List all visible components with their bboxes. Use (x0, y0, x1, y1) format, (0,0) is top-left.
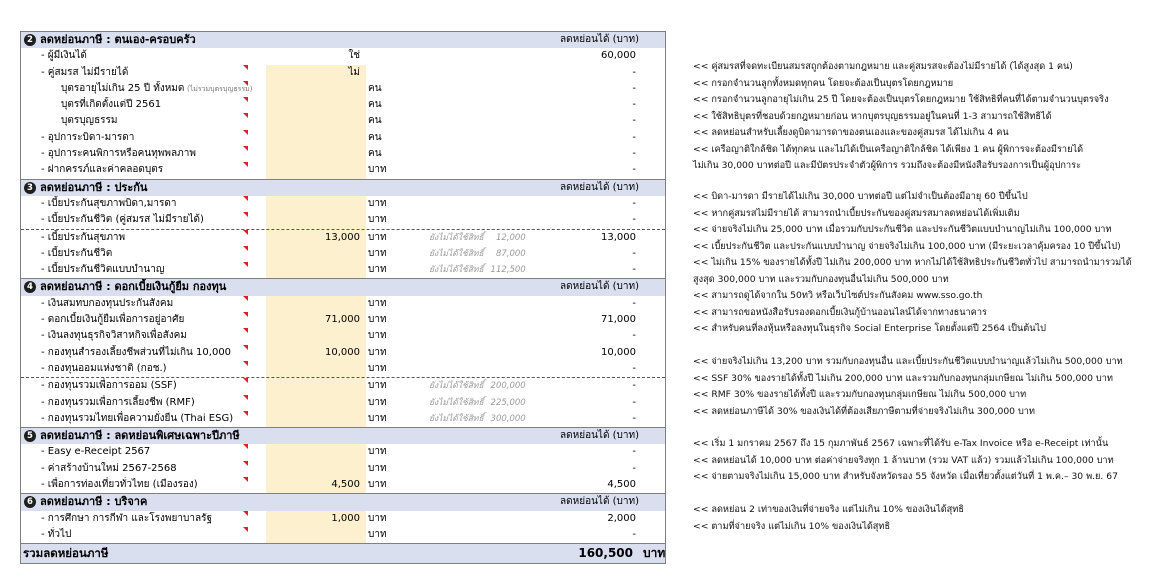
table-row (21, 361, 665, 377)
deduction-amount: 60,000 (601, 50, 636, 62)
table-row (21, 312, 665, 328)
unused-right-amount: 300,000 (490, 413, 526, 424)
note-line: << จ่ายตามจริงไม่เกิน 15,000 บาท สำหรับจังหวัดรอง 55 จังหวัด เมื่อเที่ยวตั้งแต่วันที่ 1 พ.ค.– 30 พ.ย. 67 (693, 471, 1118, 482)
unit-label: บาท (368, 362, 387, 374)
unit-label: คน (368, 82, 382, 94)
deduction-amount: 10,000 (601, 346, 636, 358)
section-number-badge: 4 (24, 281, 36, 293)
total-row (21, 543, 665, 563)
table-row (21, 345, 665, 361)
input-cell[interactable] (266, 113, 366, 129)
comment-marker-icon[interactable] (243, 461, 248, 466)
table-row (21, 246, 665, 262)
total-value: 160,500 (578, 546, 633, 561)
unit-label: บาท (368, 247, 387, 259)
table-row (21, 377, 665, 394)
row-label: บุตรที่เกิดตั้งแต่ปี 2561 (61, 99, 162, 111)
table-row (21, 511, 665, 527)
row-label: - อุปการะบิดา-มารดา (41, 131, 135, 143)
note-line: << กรอกจำนวนลูกอายุไม่เกิน 25 ปี โดยจะต้องเป็นบุตรโดยกฎหมาย ใช้สิทธิที่คนที่ได้ตามจำนวนบุตรจริง (693, 94, 1109, 105)
table-row (21, 97, 665, 113)
comment-marker-icon[interactable] (243, 395, 248, 400)
unit-label: คน (368, 131, 382, 143)
section-header (21, 179, 665, 196)
input-cell[interactable] (266, 361, 366, 377)
deduction-amount: 71,000 (601, 314, 636, 326)
table-row (21, 411, 665, 427)
deduct-column-header: ลดหย่อนได้ (บาท) (560, 496, 639, 508)
deduction-amount: - (632, 297, 636, 309)
comment-marker-icon[interactable] (243, 527, 248, 532)
unused-right-amount: 87,000 (495, 248, 526, 259)
section-number-badge: 6 (24, 496, 36, 508)
table-row (21, 229, 665, 246)
row-label: - คู่สมรส ไม่มีรายได้ (41, 66, 129, 78)
note-line: << เครือญาติใกล้ชิด ได้ทุกคน และไม่ได้เป็นเครือญาติใกล้ชิด ได้เพียง 1 คน ผู้พิการจะต้องมีรายได้ (693, 143, 1084, 155)
note-line: << สำหรับคนที่ลงหุ้นหรือลงทุนในธุรกิจ Social Enterprise โดยตั้งแต่ปี 2564 เป็นต้นไป (693, 323, 1046, 334)
deduct-column-header: ลดหย่อนได้ (บาท) (560, 430, 639, 442)
note-line: << เบี้ยประกันชีวิต และประกันแบบบำนาญ จ่ายจริงไม่เกิน 100,000 บาท (มีระยะเวลาคุ้มครอง 10 ปีขึ้นไป) (693, 240, 1121, 252)
deduction-amount: - (632, 164, 636, 176)
comment-marker-icon[interactable] (243, 212, 248, 217)
row-label: - เงินสมทบกองทุนประกันสังคม (41, 297, 174, 309)
unused-right-amount: 12,000 (495, 232, 526, 243)
unit-label: คน (368, 148, 382, 160)
table-row (21, 212, 665, 228)
unit-label: บาท (368, 380, 387, 392)
row-label: - กองทุนออมแห่งชาติ (กอช.) (41, 362, 167, 374)
input-value[interactable]: 1,000 (331, 512, 360, 524)
deduct-column-header: ลดหย่อนได้ (บาท) (560, 281, 639, 293)
deduction-amount: - (632, 380, 636, 392)
note-line: สูงสุด 300,000 บาท และรวมกับกองทุนอื่นไม่เกิน 500,000 บาท (693, 273, 949, 285)
note-line: << ใช้สิทธิบุตรที่ชอบด้วยกฎหมายก่อน หากบุตรบุญธรรมอยู่ในคนที่ 1-3 สามารถใช้สิทธิได้ (693, 110, 1052, 122)
note-line: << จ่ายจริงไม่เกิน 13,200 บาท รวมกับกองทุนอื่น และเบี้ยประกันชีวิตแบบบำนาญแล้วไม่เกิน 500,000 บาท (693, 356, 1123, 367)
comment-marker-icon[interactable] (243, 162, 248, 167)
comment-marker-icon[interactable] (243, 246, 248, 251)
row-label: - เบี้ยประกันชีวิต (คู่สมรส ไม่มีรายได้) (41, 214, 204, 226)
input-cell[interactable] (266, 146, 366, 162)
deduct-column-header: ลดหย่อนได้ (บาท) (560, 181, 639, 193)
table-row (21, 296, 665, 312)
comment-marker-icon[interactable] (243, 361, 248, 366)
unit-label: บาท (368, 396, 387, 408)
deduct-column-header: ลดหย่อนได้ (บาท) (560, 34, 639, 45)
unit-label: บาท (368, 314, 387, 326)
section-header (21, 427, 665, 444)
deduction-amount: 2,000 (607, 512, 636, 524)
row-label: - กองทุนรวมเพื่อการออม (SSF) (41, 380, 177, 392)
input-cell[interactable] (266, 81, 366, 97)
unused-right-text: ยังไม่ได้ใช้สิทธิ์ (429, 381, 484, 392)
section-title: ลดหย่อนภาษี : ลดหย่อนพิเศษเฉพาะปีภาษี (40, 429, 240, 443)
input-cell[interactable] (266, 527, 366, 543)
unit-label: บาท (368, 197, 387, 209)
unused-right-amount: 200,000 (490, 381, 526, 392)
row-label: - เพื่อการท่องเที่ยวทั่วไทย (เมืองรอง) (41, 479, 198, 491)
comment-marker-icon[interactable] (243, 296, 248, 301)
input-value[interactable]: 71,000 (325, 314, 360, 326)
unused-right-note (429, 230, 526, 246)
row-label: บุตรอายุไม่เกิน 25 ปี ทั้งหมด (61, 82, 185, 94)
row-sublabel: (ไม่รวมบุตรบุญธรรม) (187, 84, 253, 93)
row-label: - กองทุนสำรองเลี้ยงชีพส่วนที่ไม่เกิน 10,000 (41, 346, 232, 358)
note-line: << คู่สมรสที่จดทะเบียนสมรสถูกต้องตามกฎหมาย และคู่สมรสจะต้องไม่มีรายได้ (ได้สูงสุด 1 คน) (693, 61, 1073, 72)
deduction-amount: - (632, 247, 636, 259)
section-title: ลดหย่อนภาษี : บริจาค (40, 495, 148, 509)
unit-label: บาท (368, 479, 387, 491)
note-line: << ลดหย่อน 2 เท่าของเงินที่จ่ายจริง แต่ไม่เกิน 10% ของเงินได้สุทธิ (693, 504, 964, 515)
note-line: << ตามที่จ่ายจริง แต่ไม่เกิน 10% ของเงินได้สุทธิ (693, 520, 891, 532)
note-line: << จ่ายจริงไม่เกิน 25,000 บาท เมื่อรวมกับประกันชีวิต และประกันชีวิตแบบบำนาญไม่เกิน 100,000 บาท (693, 224, 1112, 235)
table-row (21, 48, 665, 64)
comment-marker-icon[interactable] (243, 378, 248, 383)
deduction-amount: - (632, 412, 636, 424)
deduction-amount: - (632, 396, 636, 408)
note-line: << สามารถดูได้จากใน 50ทวิ หรือเว็บไซต์ประกันสังคม www.sso.go.th (693, 290, 983, 301)
row-label: - การศึกษา การกีฬา และโรงพยาบาลรัฐ (41, 512, 212, 524)
row-label: - กองทุนรวมเพื่อการเลี้ยงชีพ (RMF) (41, 396, 195, 408)
row-label: - เบี้ยประกันชีวิต (41, 247, 113, 259)
comment-marker-icon[interactable] (243, 97, 248, 102)
table-row (21, 461, 665, 477)
unit-label: บาท (368, 231, 387, 243)
input-cell[interactable] (266, 461, 366, 477)
comment-marker-icon[interactable] (243, 65, 248, 70)
section-title: ลดหย่อนภาษี : ประกัน (40, 180, 148, 194)
deduction-amount: - (632, 131, 636, 143)
note-line: << ลดหย่อนได้ 10,000 บาท ต่อค่าจ่ายจริงทุก 1 ล้านบาท (รวม VAT แล้ว) รวมแล้วไม่เกิน 100,000 บาท (693, 454, 1114, 466)
comment-marker-icon[interactable] (243, 113, 248, 118)
section-number-badge: 3 (24, 182, 36, 194)
table-row (21, 395, 665, 411)
table-row (21, 444, 665, 460)
input-value[interactable]: 4,500 (331, 479, 360, 491)
note-line: << ลดหย่อนภาษีได้ 30% ของเงินได้ที่ต้องเสียภาษีตามที่จ่ายจริงไม่เกิน 300,000 บาท (693, 405, 1035, 417)
comment-marker-icon[interactable] (243, 312, 248, 317)
table-row (21, 477, 665, 493)
tax-deduction-sheet (20, 31, 666, 564)
unit-label: คน (368, 99, 382, 111)
note-line: << SSF 30% ของรายได้ทั้งปี ไม่เกิน 200,000 บาท และรวมกับกองทุนกลุ่มเกษียณ ไม่เกิน 500,000 บาท (693, 372, 1113, 384)
note-line: << หากคู่สมรสไม่มีรายได้ สามารถนำเบี้ยประกันของคู่สมรสมาลดหย่อนได้เพิ่มเติม (693, 207, 1020, 219)
input-cell[interactable] (266, 212, 366, 228)
comment-marker-icon[interactable] (243, 130, 248, 135)
table-row (21, 65, 665, 81)
input-cell[interactable] (266, 162, 366, 178)
note-line: << กรอกจำนวนลูกทั้งหมดทุกคน โดยจะต้องเป็นบุตรโดยกฎหมาย (693, 77, 954, 89)
comment-marker-icon[interactable] (243, 511, 248, 516)
row-label: - เงินลงทุนธุรกิจวิสาหกิจเพื่อสังคม (41, 330, 187, 342)
note-line: << สามารถขอหนังสือรับรองดอกเบี้ยเงินกู้บ้านออนไลน์ได้จากทางธนาคาร (693, 306, 987, 318)
deduction-amount: - (632, 446, 636, 458)
table-row (21, 328, 665, 344)
comment-marker-icon[interactable] (243, 196, 248, 201)
deduction-amount: - (632, 115, 636, 127)
row-label: - ผู้มีเงินได้ (41, 50, 87, 62)
comment-marker-icon[interactable] (243, 230, 248, 235)
input-cell[interactable] (266, 444, 366, 460)
unused-right-text: ยังไม่ได้ใช้สิทธิ์ (429, 413, 484, 424)
deduction-amount: - (632, 528, 636, 540)
unused-right-amount: 225,000 (490, 397, 526, 408)
deduction-amount: - (632, 197, 636, 209)
row-label: บุตรบุญธรรม (61, 115, 118, 127)
note-line: << บิดา-มารดา มีรายได้ไม่เกิน 30,000 บาทต่อปี แต่ไม่จำเป็นต้องมีอายุ 60 ปีขึ้นไป (693, 191, 1028, 202)
unused-right-text: ยังไม่ได้ใช้สิทธิ์ (429, 397, 484, 408)
section-header (21, 278, 665, 295)
deduction-amount: - (632, 264, 636, 276)
unit-label: บาท (368, 330, 387, 342)
input-value[interactable]: ใช่ (348, 50, 360, 62)
unit-label: บาท (368, 512, 387, 524)
table-row (21, 146, 665, 162)
input-cell[interactable] (266, 130, 366, 146)
input-cell[interactable] (266, 97, 366, 113)
input-cell[interactable] (266, 411, 366, 427)
deduction-amount: - (632, 66, 636, 78)
table-row (21, 262, 665, 278)
comment-marker-icon[interactable] (243, 328, 248, 333)
unit-label: บาท (368, 346, 387, 358)
unit-label: บาท (368, 462, 387, 474)
table-row (21, 130, 665, 146)
input-cell[interactable] (266, 395, 366, 411)
unused-right-note (429, 395, 526, 411)
comment-marker-icon[interactable] (243, 345, 248, 350)
row-label: - ฝากครรภ์และค่าคลอดบุตร (41, 164, 164, 176)
comment-marker-icon[interactable] (243, 477, 248, 482)
row-label: - ทั่วไป (41, 528, 72, 540)
unused-right-note (429, 378, 526, 394)
section-title: ลดหย่อนภาษี : ตนเอง-ครอบครัว (40, 33, 196, 46)
section-title: ลดหย่อนภาษี : ดอกเบี้ยเงินกู้ยืม กองทุน (40, 280, 227, 294)
deduction-amount: - (632, 214, 636, 226)
unit-label: บาท (368, 412, 387, 424)
note-line: << ลดหย่อนสำหรับเลี้ยงดูบิดามารดาของตนเองและของคู่สมรส ได้ไม่เกิน 4 คน (693, 127, 1009, 138)
input-value[interactable]: 13,000 (325, 231, 360, 243)
unit-label: บาท (368, 446, 387, 458)
deduction-amount: - (632, 462, 636, 474)
unit-label: บาท (368, 164, 387, 176)
unused-right-text: ยังไม่ได้ใช้สิทธิ์ (429, 232, 484, 243)
row-label: - เบี้ยประกันชีวิตแบบบำนาญ (41, 264, 165, 276)
deduction-amount: - (632, 99, 636, 111)
section-header (21, 32, 665, 48)
unit-label: บาท (368, 214, 387, 226)
note-line: << ไม่เกิน 15% ของรายได้ทั้งปี ไม่เกิน 200,000 บาท หากไม่ได้ใช้สิทธิประกันชีวิตทั่วไป สามารถนำมารวมได้ (693, 257, 1132, 268)
deduction-amount: - (632, 82, 636, 94)
input-cell[interactable] (266, 262, 366, 278)
deduction-amount: - (632, 362, 636, 374)
table-row (21, 196, 665, 212)
unused-right-text: ยังไม่ได้ใช้สิทธิ์ (429, 265, 484, 276)
note-line: << เริ่ม 1 มกราคม 2567 ถึง 15 กุมภาพันธ์ 2567 เฉพาะที่ได้รับ e-Tax Invoice หรือ e-Receipt เท่านั้น (693, 438, 1109, 449)
unused-right-note (429, 246, 526, 262)
unused-right-note (429, 262, 526, 278)
table-row (21, 162, 665, 178)
row-label: - เบี้ยประกันสุขภาพบิดา,มารดา (41, 197, 177, 209)
row-label: - ดอกเบี้ยเงินกู้ยืมเพื่อการอยู่อาศัย (41, 314, 185, 326)
unused-right-text: ยังไม่ได้ใช้สิทธิ์ (429, 248, 484, 259)
input-cell[interactable] (266, 328, 366, 344)
deduction-amount: - (632, 148, 636, 160)
input-cell[interactable] (266, 296, 366, 312)
row-label: - เบี้ยประกันสุขภาพ (41, 231, 126, 243)
comment-marker-icon[interactable] (243, 262, 248, 267)
unused-right-note (429, 411, 526, 427)
section-number-badge: 5 (24, 430, 36, 442)
row-label: - ค่าสร้างบ้านใหม่ 2567-2568 (41, 462, 177, 474)
input-value[interactable]: ไม่ (348, 66, 360, 78)
comment-marker-icon[interactable] (243, 411, 248, 416)
deduction-amount: 4,500 (607, 479, 636, 491)
deduction-amount: - (632, 330, 636, 342)
unit-label: บาท (368, 297, 387, 309)
comment-marker-icon[interactable] (243, 146, 248, 151)
table-row (21, 113, 665, 129)
input-cell[interactable] (266, 378, 366, 394)
unit-label: คน (368, 115, 382, 127)
note-line: << RMF 30% ของรายได้ทั้งปี และรวมกับกองทุนกลุ่มเกษียณ ไม่เกิน 500,000 บาท (693, 389, 1027, 400)
total-label: รวมลดหย่อนภาษี (23, 546, 109, 561)
total-unit: บาท (643, 546, 665, 561)
section-header (21, 493, 665, 510)
unit-label: บาท (368, 264, 387, 276)
row-label: - กองทุนรวมไทยเพื่อความยั่งยืน (Thai ESG) (41, 412, 234, 424)
unused-right-amount: 112,500 (490, 265, 526, 276)
input-cell[interactable] (266, 196, 366, 212)
deduction-amount: 13,000 (601, 231, 636, 243)
table-row (21, 527, 665, 543)
input-value[interactable]: 10,000 (325, 346, 360, 358)
table-row (21, 81, 665, 97)
input-cell[interactable] (266, 246, 366, 262)
note-line: ไม่เกิน 30,000 บาทต่อปี และมีบัตรประจำตัวผู้พิการ รวมถึงจะต้องมีหนังสือรับรองการเป็นผู้อุปการะ (693, 160, 1082, 171)
comment-marker-icon[interactable] (243, 444, 248, 449)
row-label: - อุปการะคนพิการหรือคนทุพพลภาพ (41, 148, 196, 160)
section-number-badge: 2 (24, 34, 36, 46)
row-label: - Easy e-Receipt 2567 (41, 446, 151, 458)
unit-label: บาท (368, 528, 387, 540)
